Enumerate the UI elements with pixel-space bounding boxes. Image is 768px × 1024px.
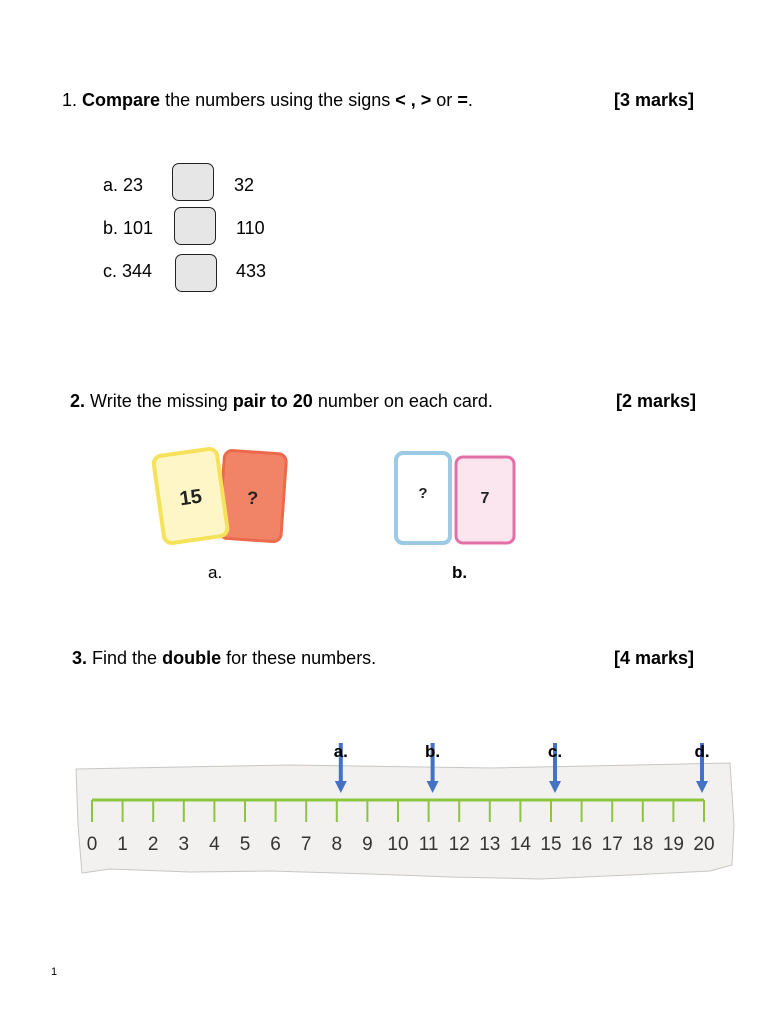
tick-label-1: 1 bbox=[117, 834, 128, 855]
tick-label-0: 0 bbox=[86, 834, 98, 855]
number-line bbox=[70, 735, 740, 915]
row-label: c. bbox=[103, 261, 118, 281]
answer-box-b[interactable] bbox=[174, 207, 216, 245]
q2-marks: [2 marks] bbox=[616, 391, 697, 411]
card-pair-b bbox=[386, 445, 526, 555]
paper-strip bbox=[76, 763, 734, 879]
arrow-label-4: d. bbox=[694, 742, 710, 761]
tick-label-11: 11 bbox=[418, 834, 439, 855]
q1-signs: < , > bbox=[395, 90, 432, 110]
q3-text-post: for these numbers. bbox=[226, 648, 377, 668]
arrow-label-3: c. bbox=[547, 742, 563, 761]
card-a-label: a. bbox=[208, 563, 223, 582]
q2-keyword: pair to 20 bbox=[232, 391, 313, 411]
q3-number: 3. bbox=[72, 648, 88, 668]
tick-label-15: 15 bbox=[540, 834, 562, 855]
card-orange-text: ? bbox=[246, 487, 259, 509]
row-label: b. bbox=[103, 218, 119, 238]
card-blue bbox=[396, 453, 450, 543]
tick-label-2: 2 bbox=[147, 834, 159, 855]
card-b-label: b. bbox=[452, 563, 468, 582]
tick-label-8: 8 bbox=[331, 834, 343, 855]
q2-text-post: number on each card. bbox=[317, 391, 493, 411]
q1-number: 1. bbox=[62, 90, 78, 110]
tick-label-9: 9 bbox=[362, 834, 373, 855]
q2-number: 2. bbox=[70, 391, 86, 411]
page-number: 1 bbox=[51, 966, 58, 978]
q2-text-pre: Write the missing bbox=[90, 391, 228, 411]
q1-row-c bbox=[103, 261, 152, 282]
tick-label-7: 7 bbox=[300, 834, 312, 855]
q1-row-b-right: 110 bbox=[236, 218, 265, 238]
q3-heading bbox=[72, 648, 376, 669]
q3-text-pre: Find the bbox=[92, 648, 158, 668]
tick-label-19: 19 bbox=[662, 834, 684, 855]
tick-label-16: 16 bbox=[571, 834, 593, 855]
q1-heading bbox=[62, 90, 473, 111]
tick-label-3: 3 bbox=[178, 834, 190, 855]
card-yellow-text: 15 bbox=[178, 485, 204, 511]
tick-label-14: 14 bbox=[509, 834, 531, 855]
tick-label-10: 10 bbox=[387, 834, 409, 855]
q3-keyword: double bbox=[162, 648, 222, 668]
tick-label-20: 20 bbox=[693, 834, 715, 855]
tick-label-18: 18 bbox=[632, 834, 654, 855]
arrow-label-1: a. bbox=[333, 742, 348, 761]
q3-marks: [4 marks] bbox=[614, 648, 695, 668]
answer-box-c[interactable] bbox=[175, 254, 217, 292]
q1-row-c-right: 433 bbox=[236, 261, 267, 281]
q1-text: the numbers using the signs bbox=[165, 90, 391, 110]
tick-label-6: 6 bbox=[270, 834, 281, 855]
q1-end: . bbox=[467, 90, 473, 110]
left-number: 344 bbox=[122, 261, 153, 281]
card-pair-a bbox=[140, 440, 300, 560]
tick-label-13: 13 bbox=[479, 834, 501, 855]
tick-label-12: 12 bbox=[448, 834, 470, 855]
q1-equal: = bbox=[457, 90, 468, 110]
q1-or: or bbox=[436, 90, 453, 110]
q2-heading bbox=[70, 391, 493, 412]
answer-box-a[interactable] bbox=[172, 163, 214, 201]
q1-marks: [3 marks] bbox=[614, 90, 695, 110]
arrow-label-2: b. bbox=[425, 742, 441, 761]
left-number: 101 bbox=[123, 218, 154, 238]
row-label: a. bbox=[103, 175, 119, 195]
tick-label-5: 5 bbox=[239, 834, 251, 855]
tick-label-4: 4 bbox=[209, 834, 220, 855]
tick-label-17: 17 bbox=[601, 834, 623, 855]
card-pink-text: 7 bbox=[480, 490, 490, 507]
q1-row-b bbox=[103, 218, 153, 239]
card-yellow bbox=[153, 448, 229, 544]
card-pink bbox=[456, 457, 514, 543]
q1-row-a-right: 32 bbox=[234, 175, 255, 195]
left-number: 23 bbox=[123, 175, 144, 195]
q1-row-a bbox=[103, 175, 143, 196]
card-blue-text: ? bbox=[418, 485, 428, 502]
q1-keyword: Compare bbox=[82, 90, 161, 110]
